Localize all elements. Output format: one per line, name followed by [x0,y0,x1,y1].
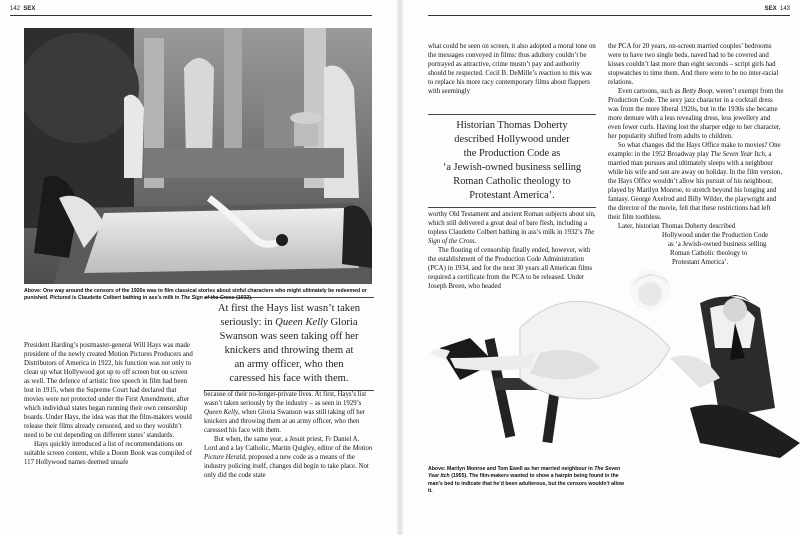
right-col2-paragraph-2 [608,87,784,141]
left-pq-line-1: At first the Hays list wasn’t taken [217,303,361,314]
left-col2-p2-tail: , proposed a new code as a means of the industry policing itself, changes did begin to take place. Not only did the code state [204,454,369,479]
right-page-number: 143 [779,6,790,12]
right-col2-p2-text: Even cartoons, such as [618,88,681,95]
page-gutter-shadow [396,0,404,535]
right-col2-paragraph-3 [608,141,784,222]
left-col1-paragraph-1: President Harding’s postmaster-general Will Hays was made president of the newly created Motion Pictures Producers and Distributors of America in 1922, his function was not only to clean up what Hollywood got up to off screen but on screen as well. The defence of artistic free speech in film had been lost in 1915, when the Supreme Court had declared that movies were not protected under the First Amendment, after which individual states began running their own censorship boards. Under Hays, the idea was that the film-makers would release their films already censored, and so they wouldn’t need to be cut depending on different states’ standards. [24,342,193,439]
right-col1-paragraph-2: The flouting of censorship finally ended, however, with the establishment of the Production Code Administration (PCA) in 1934, and for the next 30 years all American films required a certificate from the PCA to be released. Under Joseph Breen, who headed [428,247,593,290]
left-caption-tail: (1932). [235,295,253,302]
right-col1-p1-text: worthy Old Testament and ancient Roman subjects about sin, which still delivered a great deal of bare flesh, including a topless Claudette Colbert bathing in ass’s milk in 1932’s [428,211,596,236]
left-caption-film-title: The Sign of the Cross [180,295,235,302]
left-pq-line-2 [206,316,372,330]
right-col2-p4-line-3: as ‘a Jewish-owned business selling [668,241,767,248]
left-header-rule [10,15,372,16]
right-col2-paragraph-1: the PCA for 20 years, on-screen married couples’ bedrooms were to have two single beds, naved had to be covered and kisses couldn’t last more than eight seconds – script girls had stopwatches to time them. And there were to be no inter-racial relations. [608,43,779,86]
right-pq-line-3: the Production Code as [463,148,561,159]
right-col2-p4-line-1: Later, historian Thomas Doherty described [618,223,736,230]
seven-year-itch-photo [400,268,800,464]
right-caption-tail: (1955). The film-makers wanted to show a hairpin being found in the man’s bed to indicate that he’d been adulterous, but the censors wouldn’t allow it. [428,473,625,494]
seven-year-itch-illustration [400,268,800,464]
right-col2-paragraph-4 [608,222,784,267]
left-col2-p2-text: But when, the same year, a Jesuit priest, Fr Daniel A. Lord and a lay Catholic, Martin Quigley, editor of the [204,436,360,452]
right-col1-p1-tail: . [474,238,477,245]
right-photo-caption [428,466,628,495]
left-pq-line-5: an army officer, who then [234,359,344,370]
left-pq-line-2-text: seriously: in [220,317,273,328]
bathing-scene-illustration [24,28,372,284]
right-pull-quote [428,114,596,208]
left-page-number: 142 [10,6,21,12]
right-col2-p4-line-2: Hollywood under the Production Code [662,232,769,239]
right-col2-p3-tail: , a married man pursues and ultimately sleeps with a neighbour while his wife and son are away on holiday. In the film version, the Hays Office wouldn’t allow his pursuit of his neighbour, played by Marilyn Monroe, to stretch beyond his longing and fantasy. George Axelrod and Billy Wilder, the playwright and the director of the movie, felt that these restrictions had left their film toothless. [608,151,783,221]
left-col2-p1-text: because of their no-longer-private lives. At first, Hays’s list wasn’t taken seriously by the industry – as seen in 1929’s [204,391,367,407]
left-section-label: SEX [23,6,36,12]
right-col2-p3-text: So what changes did the Hays Office make to movies? One example: in the 1952 Broadway play [608,142,781,158]
right-pq-line-6: Protestant America’. [469,190,555,201]
right-col1-paragraph-1 [428,210,596,246]
right-col1-film-title: The Sign of the Cross [428,229,595,245]
left-caption-text: Above: One way around the censors of the 1920s was to film classical stories about sinful characters who might ultimately be redeemed or punished. Pictured is Claudette Colbert bathing in ass’s milk in [24,288,367,302]
right-col1-paragraph-top: what could be seen on screen, it also adopted a moral tone on the messages conveyed in films: thus adultery couldn’t be portrayed as attractive, crime mustn’t pay and authority should be respected. Cecil B. DeMille’s reaction to this was to replace his more racy contemporary films about flappers with seemingly [428,43,596,95]
left-col2-paragraph-2 [204,435,374,480]
left-pq-film-title: Queen Kelly [275,317,328,328]
left-pq-line-6: caressed his face with them. [229,373,349,384]
left-pull-quote [204,297,374,391]
left-pq-line-4: knickers and throwing them at [224,345,354,356]
right-header-rule [428,15,790,16]
left-col1-paragraph-2: Hays quickly introduced a list of recommendations on suitable screen content, while a Doom Book was compiled of 117 Hollywood names deemed unsafe [24,441,193,466]
sign-of-the-cross-photo [24,28,372,284]
left-col2-paragraph-1 [204,390,374,435]
right-caption-text: Above: Marilyn Monroe and Tom Ewell as her married neighbour in [428,466,593,472]
right-pq-line-1: Historian Thomas Doherty [456,120,568,131]
left-col2-publication-title: Motion Picture Herald [204,445,373,461]
right-col2-play-title: The Seven Year Itch [710,151,765,158]
right-col2-p4-line-5: Protestant America’. [672,259,729,266]
right-folio [765,6,790,12]
left-column-2 [204,390,374,480]
right-column-1-top [428,42,596,96]
right-pq-line-5: Roman Catholic theology to [453,176,571,187]
left-pq-line-2-tail: Gloria [330,317,358,328]
right-column-2 [608,42,784,267]
right-pq-line-2: described Hollywood under [454,134,570,145]
left-pq-line-3: Swanson was seen taking off her [219,331,359,342]
right-pq-line-4: ‘a Jewish-owned business selling [442,162,582,173]
left-col2-p1-tail: , when Gloria Swanson was still taking off her knickers and throwing them at an army officer, who then caressed his face with them. [204,409,366,434]
right-col2-p4-line-4: Roman Catholic theology to [670,250,748,257]
left-column-1 [24,341,194,467]
left-col2-film-title: Queen Kelly [204,409,239,416]
right-page [400,0,800,535]
right-section-label: SEX [764,6,777,12]
right-col2-cartoon-title: Betty Boop [682,88,713,95]
left-folio [10,6,35,12]
right-col2-p2-tail: , weren’t exempt from the Production Code. The sexy jazz character in a cocktail dress was from the more liberal 1920s, but in the 1930s she became more demure with a less revealing dress, less jewellery and even fewer curls. Having lost the sharper edge to her character, her popularity shifted from adults to children. [608,88,784,140]
right-caption-film-title: The Seven Year Itch [428,466,621,480]
